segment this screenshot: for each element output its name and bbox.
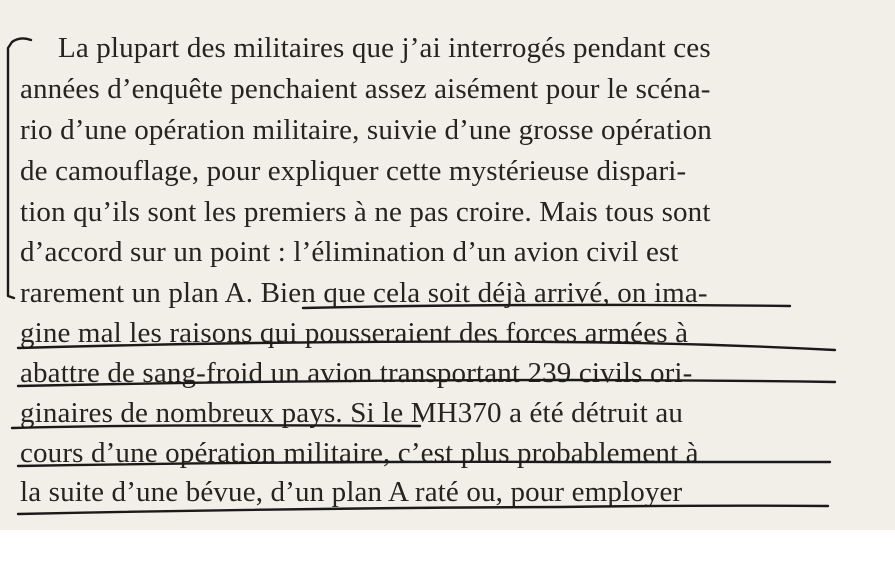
text-line-11: cours d’une opération militaire, c’est plus probablement à [20, 437, 699, 469]
text-line-6: d’accord sur un point : l’élimination d’un avion civil est [20, 236, 679, 268]
text-line-10: ginaires de nombreux pays. Si le MH370 a été détruit au [20, 397, 684, 429]
text-line-2: années d’enquête penchaient assez aisément pour le scéna- [20, 73, 711, 105]
underline-line-11 [18, 462, 830, 466]
underline-line-8 [18, 342, 835, 350]
text-line-1: La plupart des militaires que j’ai interrogés pendant ces [58, 32, 711, 64]
text-line-4: de camouflage, pour expliquer cette mystérieuse dispari- [20, 155, 687, 187]
underline-line-12 [18, 506, 828, 514]
margin-bracket [8, 38, 31, 298]
underline-line-7 [303, 305, 790, 308]
text-line-8: gine mal les raisons qui pousseraient des forces armées à [20, 317, 689, 349]
text-line-3: rio d’une opération militaire, suivie d’une grosse opération [20, 114, 712, 146]
text-line-12: la suite d’une bévue, d’un plan A raté ou, pour employer [20, 476, 683, 508]
underline-line-9 [18, 380, 835, 386]
text-line-7: rarement un plan A. Bien que cela soit déjà arrivé, on ima- [20, 277, 708, 309]
text-line-9: abattre de sang-froid un avion transportant 239 civils ori- [20, 357, 693, 389]
text-line-5: tion qu’ils sont les premiers à ne pas croire. Mais tous sont [20, 196, 711, 228]
underline-line-10 [12, 425, 420, 428]
